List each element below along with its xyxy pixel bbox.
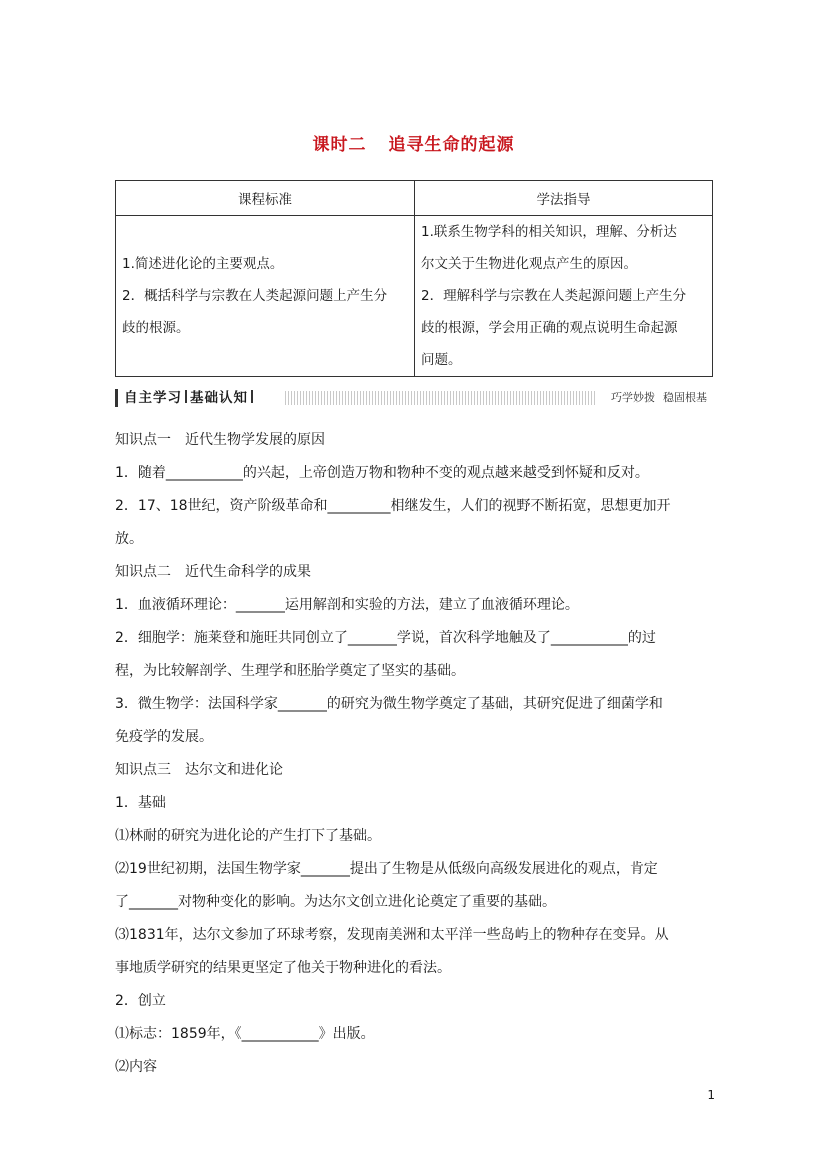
text-line: 1．血液循环理论：_______运用解剖和实验的方法，建立了血液循环理论。 (115, 597, 579, 613)
text-line: 程，为比较解剖学、生理学和胚胎学奠定了坚实的基础。 (115, 663, 465, 679)
banner-tag-2: 稳固根基 (663, 391, 707, 404)
lesson-title (0, 130, 827, 155)
text-line: ⑶1831年，达尔文参加了环球考察，发现南美洲和太平洋一些岛屿上的物种存在变异。从 (115, 927, 669, 943)
content-body (115, 424, 715, 1084)
text-line: 1．基础 (115, 795, 166, 811)
section-heading: 知识点三 达尔文和进化论 (115, 762, 283, 778)
banner-separator (251, 390, 253, 403)
banner-label-right: 基础认知 (190, 390, 248, 406)
text-line: ⑴林耐的研究为进化论的产生打下了基础。 (115, 828, 381, 844)
section-heading: 知识点二 近代生命科学的成果 (115, 564, 311, 580)
curriculum-standard-cell (116, 216, 415, 377)
text-line: ⑴标志：1859年，《___________》出版。 (115, 1026, 375, 1042)
guide-line: 1.联系生物学科的相关知识，理解、分析达 (421, 224, 677, 240)
standards-table (115, 180, 713, 377)
guide-line: 2．理解科学与宗教在人类起源问题上产生分 (421, 288, 687, 304)
page-number: 1 (707, 1088, 715, 1102)
section-banner (115, 389, 711, 407)
text-line: 放。 (115, 531, 143, 547)
text-line: 1．随着___________的兴起，上帝创造万物和物种不变的观点越来越受到怀疑和反对。 (115, 465, 649, 481)
standard-line: 2．概括科学与宗教在人类起源问题上产生分 (122, 288, 388, 304)
guide-line: 尔文关于生物进化观点产生的原因。 (421, 256, 637, 272)
banner-bar (115, 389, 118, 407)
banner-label-left: 自主学习 (124, 390, 182, 406)
guide-line: 问题。 (421, 352, 462, 368)
header-curriculum-standard: 课程标准 (116, 181, 415, 216)
lesson-number: 课时二 (312, 135, 367, 155)
lesson-name: 追寻生命的起源 (388, 135, 515, 155)
header-study-guide: 学法指导 (415, 181, 713, 216)
banner-tag (595, 390, 711, 406)
study-guide-cell (415, 216, 713, 377)
section-heading: 知识点一 近代生物学发展的原因 (115, 432, 325, 448)
standard-line: 1.简述进化论的主要观点。 (122, 256, 284, 272)
text-line: 事地质学研究的结果更坚定了他关于物种进化的看法。 (115, 960, 451, 976)
banner-tag-1: 巧学妙拨 (611, 391, 655, 404)
text-line: 2．创立 (115, 993, 166, 1009)
text-line: 免疫学的发展。 (115, 729, 213, 745)
standard-line: 歧的根源。 (122, 320, 190, 336)
guide-line: 歧的根源，学会用正确的观点说明生命起源 (421, 320, 678, 336)
banner-separator (185, 390, 187, 403)
text-line: 2．细胞学：施莱登和施旺共同创立了_______学说，首次科学地触及了___________的过 (115, 630, 656, 646)
text-line: ⑵19世纪初期，法国生物学家_______提出了生物是从低级向高级发展进化的观点，肯定 (115, 861, 658, 877)
text-line: ⑵内容 (115, 1059, 157, 1075)
text-line: 了_______对物种变化的影响。为达尔文创立进化论奠定了重要的基础。 (115, 894, 556, 910)
text-line: 3．微生物学：法国科学家_______的研究为微生物学奠定了基础，其研究促进了细菌学和 (115, 696, 663, 712)
text-line: 2．17、18世纪，资产阶级革命和_________相继发生，人们的视野不断拓宽，思想更加开 (115, 498, 671, 514)
banner-label (124, 389, 260, 407)
